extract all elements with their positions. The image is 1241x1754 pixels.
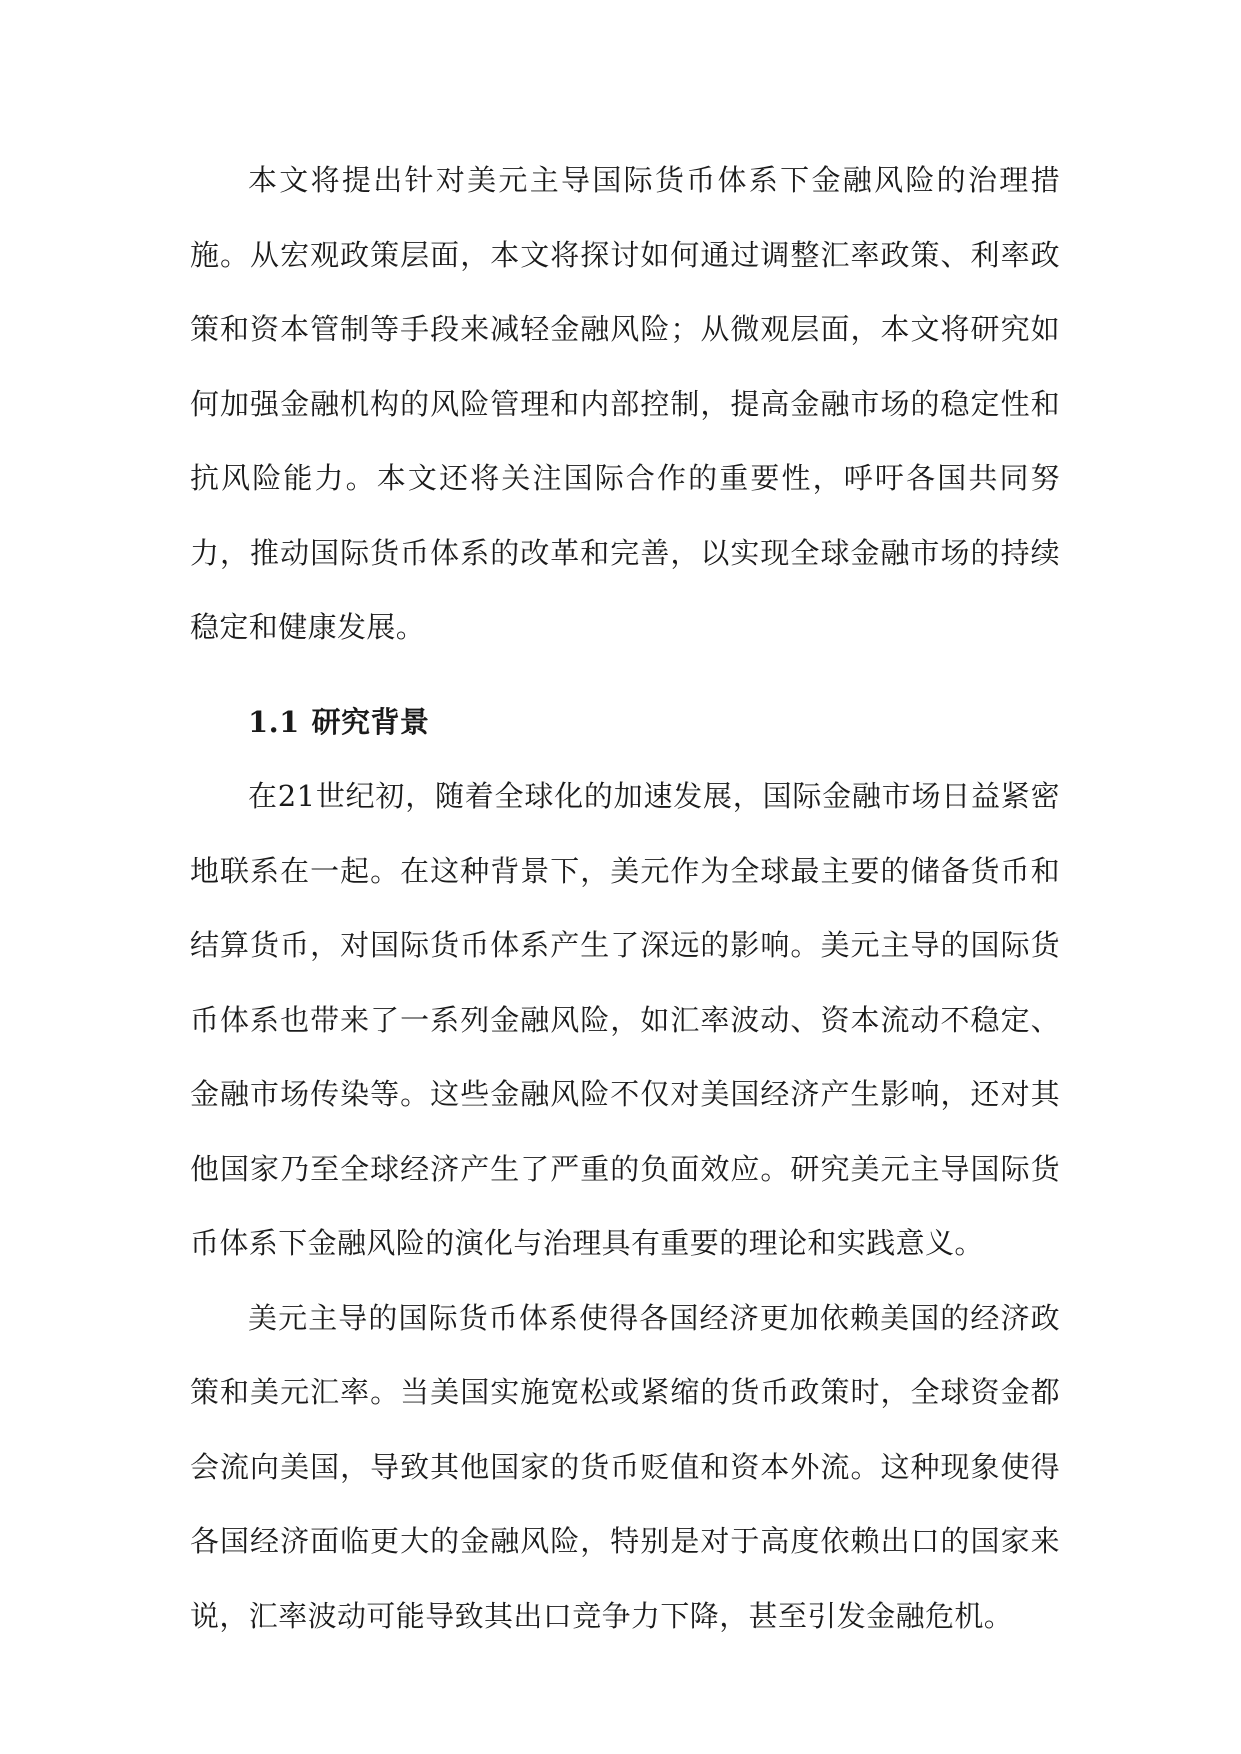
background-paragraph-1: 在21世纪初，随着全球化的加速发展，国际金融市场日益紧密地联系在一起。在这种背景下，美元作为全球最主要的储备货币和结算货币，对国际货币体系产生了深远的影响。美元主导的国际货币体系也带来了一系列金融风险，如汇率波动、资本流动不稳定、金融市场传染等。这些金融风险不仅对美国经济产生影响，还对其他国家乃至全球经济产生了严重的负面效应。研究美元主导国际货币体系下金融风险的演化与治理具有重要的理论和实践意义。 [190,779,1060,1260]
section-heading [190,685,1060,760]
section-number: 1.1 [248,704,300,739]
background-paragraph-2: 美元主导的国际货币体系使得各国经济更加依赖美国的经济政策和美元汇率。当美国实施宽松或紧缩的货币政策时，全球资金都会流向美国，导致其他国家的货币贬值和资本外流。这种现象使得各国经济面临更大的金融风险，特别是对于高度依赖出口的国家来说，汇率波动可能导致其出口竞争力下降，甚至引发金融危机。 [190,1300,1060,1633]
section-title: 研究背景 [311,704,430,739]
intro-paragraph: 本文将提出针对美元主导国际货币体系下金融风险的治理措施。从宏观政策层面，本文将探讨如何通过调整汇率政策、利率政策和资本管制等手段来减轻金融风险；从微观层面，本文将研究如何加强金融机构的风险管理和内部控制，提高金融市场的稳定性和抗风险能力。本文还将关注国际合作的重要性，呼吁各国共同努力，推动国际货币体系的改革和完善，以实现全球金融市场的持续稳定和健康发展。 [190,163,1060,644]
document-body [190,143,1060,1653]
